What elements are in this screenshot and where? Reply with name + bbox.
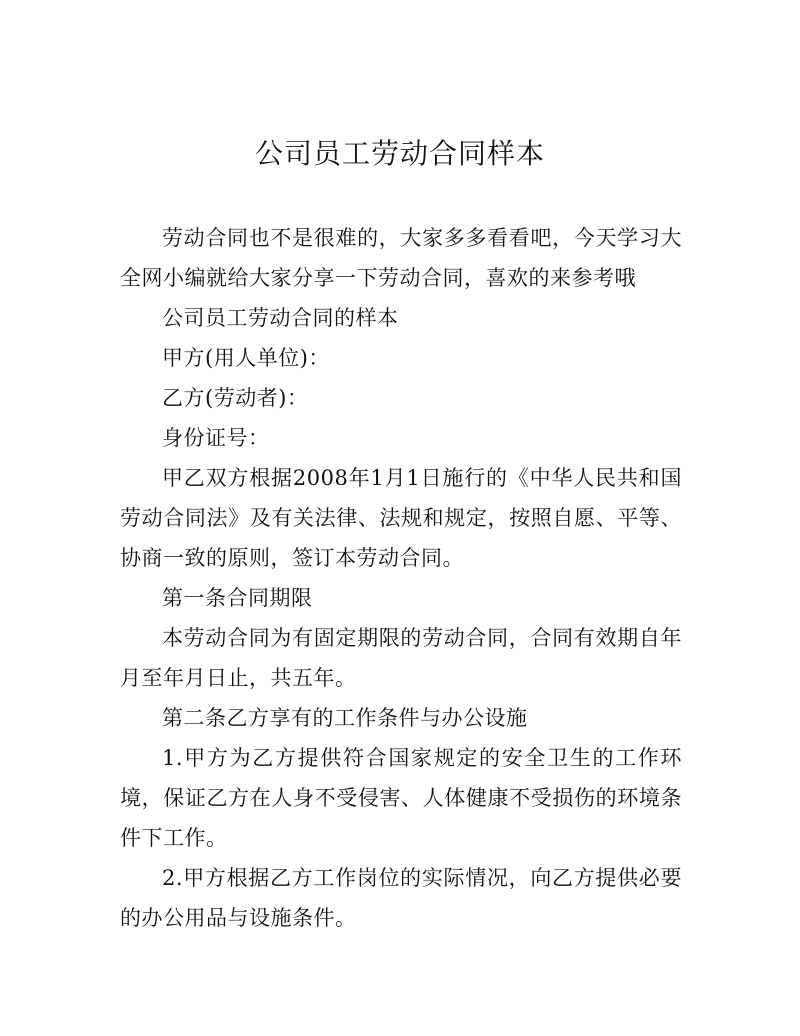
intro-paragraph: 劳动合同也不是很难的，大家多多看看吧，今天学习大全网小编就给大家分享一下劳动合同，喜欢的来参考哦	[120, 226, 682, 290]
preamble-paragraph: 甲乙双方根据2008年1月1日施行的《中华人民共和国劳动合同法》及有关法律、法规和规定，按照自愿、平等、协商一致的原则，签订本劳动合同。	[120, 466, 682, 570]
section-heading: 公司员工劳动合同的样本	[162, 306, 399, 330]
article-1-paragraph: 本劳动合同为有固定期限的劳动合同，合同有效期自年月至年月日止，共五年。	[120, 626, 682, 690]
article-2-heading: 第二条乙方享有的工作条件与办公设施	[162, 706, 528, 730]
article-2-clause-2: 2.甲方根据乙方工作岗位的实际情况，向乙方提供必要的办公用品与设施条件。	[120, 866, 682, 930]
id-number-line: 身份证号：	[162, 426, 270, 450]
document-title: 公司员工劳动合同样本	[254, 137, 545, 170]
party-b-line: 乙方(劳动者)：	[162, 386, 309, 410]
party-a-line: 甲方(用人单位)：	[162, 346, 330, 370]
article-1-heading: 第一条合同期限	[162, 586, 313, 610]
article-2-clause-1: 1.甲方为乙方提供符合国家规定的安全卫生的工作环境，保证乙方在人身不受侵害、人体健康不受损伤的环境条件下工作。	[120, 746, 682, 850]
document-body	[120, 218, 682, 938]
